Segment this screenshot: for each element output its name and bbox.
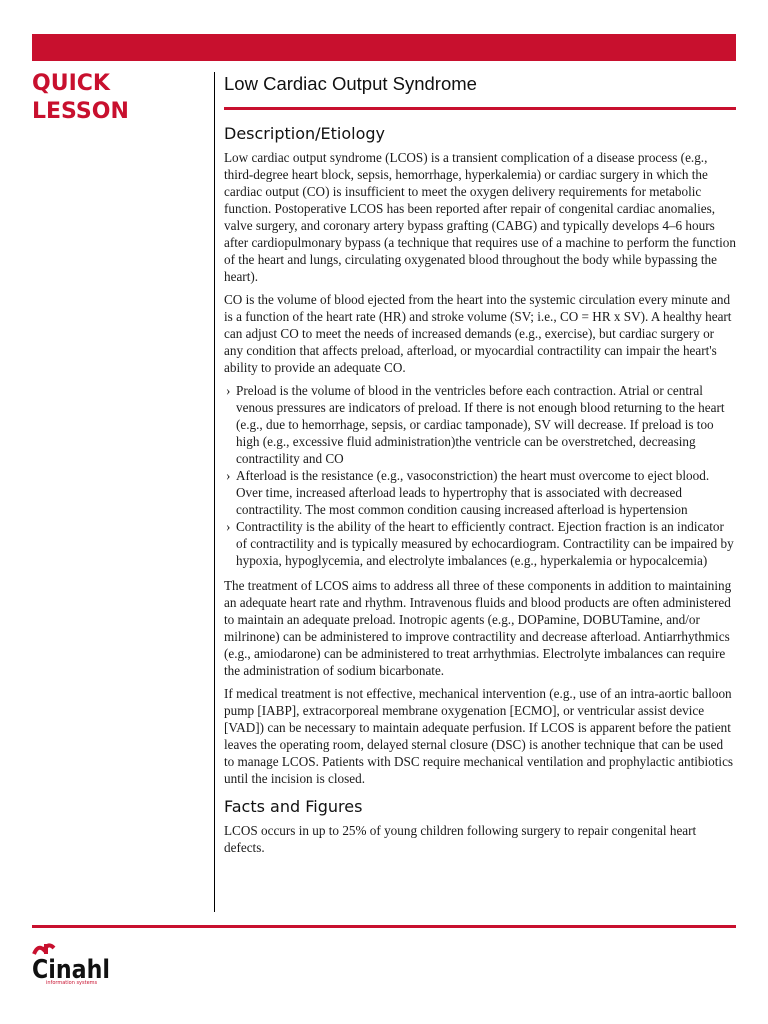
description-paragraph-4: If medical treatment is not effective, mechanical intervention (e.g., use of an intra-aortic balloon pump [IABP], extracorporeal membrane oxygenation [ECMO], or ventricular assist device [VAD]) can be necessary to maintain adequate perfusion. If LCOS is apparent before the patient leaves the operating room, delayed sternal closure (DSC) is another technique that can be used to manage LCOS. Patients with DSC require mechanical ventilation and prophylactic antibiotics until the incision is closed. (224, 686, 734, 786)
chevron-right-icon: › (226, 468, 231, 483)
side-label-line1: QUICK (32, 71, 110, 96)
chevron-right-icon: › (226, 383, 231, 398)
title-underline (224, 107, 736, 110)
list-item (224, 467, 736, 518)
main-content (224, 70, 736, 862)
list-item (224, 518, 736, 569)
components-list (224, 382, 736, 569)
svg-text:information systems: information systems (46, 980, 98, 986)
facts-heading: Facts and Figures (224, 797, 363, 816)
description-paragraph-2: CO is the volume of blood ejected from the heart into the systemic circulation every minute and is a function of the heart rate (HR) and stroke volume (SV; i.e., CO = HR x SV). A healthy heart can adjust CO to meet the needs of increased demands (e.g., exercise), but cardiac surgery or any condition that affects preload, afterload, or myocardial contractility can impair the heart's ability to provide an adequate CO. (224, 292, 732, 375)
svg-text:Cinahl: Cinahl (32, 955, 110, 985)
facts-paragraph: LCOS occurs in up to 25% of young children following surgery to repair congenital heart defects. (224, 823, 697, 855)
side-label-line2: LESSON (32, 99, 129, 124)
description-paragraph-3: The treatment of LCOS aims to address all three of these components in addition to maintaining an adequate heart rate and rhythm. Intravenous fluids and blood products are often administered to maintain an adequate preload. Inotropic agents (e.g., DOPamine, DOBUTamine, and/or milrinone) can be administered to improve contractility and decrease afterload. Antiarrhythmics (e.g., amiodarone) can be administered to treat arrhythmias. Electrolyte imbalances can require the administration of sodium bicarbonate. (224, 578, 732, 678)
chevron-right-icon: › (226, 519, 231, 534)
list-item-text: Afterload is the resistance (e.g., vasoconstriction) the heart must overcome to eject blood. Over time, increased afterload leads to hypertrophy that is associated with decreased contractility. The most common condition causing increased afterload is hypertension (236, 468, 710, 517)
cinahl-logo (32, 940, 112, 986)
footer-rule (32, 925, 736, 928)
list-item-text: Contractility is the ability of the heart to efficiently contract. Ejection fraction is an indicator of contractility and is typically measured by echocardiogram. Contractility can be impaired by hypoxia, hypoglycemia, and electrolyte imbalances (e.g., hyperkalemia or hypocalcemia) (236, 519, 734, 568)
header-bar (32, 34, 736, 61)
page-title: Low Cardiac Output Syndrome (224, 73, 477, 94)
list-item (224, 382, 736, 467)
description-paragraph-1: Low cardiac output syndrome (LCOS) is a transient complication of a disease process (e.g., third-degree heart block, sepsis, hemorrhage, hyperkalemia) or cardiac surgery in which the cardiac output (CO) is insufficient to meet the oxygen delivery requirements for metabolic function. Postoperative LCOS has been reported after repair of congenital cardiac anomalies, valve surgery, and coronary artery bypass grafting (CABG) and typically develops 4–6 hours after cardiopulmonary bypass (a technique that requires use of a machine to perform the function of the heart and lungs, circulating oxygenated blood throughout the body while bypassing the heart). (224, 150, 736, 284)
list-item-text: Preload is the volume of blood in the ventricles before each contraction. Atrial or central venous pressures are indicators of preload. If there is not enough blood returning to the heart (e.g., due to hemorrhage, sepsis, or cardiac tamponade), SV will decrease. If preload is too high (e.g., excessive fluid administration)the ventricle can be overstretched, decreasing contractility and CO (236, 383, 725, 466)
quick-lesson-label (32, 70, 202, 126)
vertical-divider (214, 72, 215, 912)
description-heading: Description/Etiology (224, 124, 385, 143)
